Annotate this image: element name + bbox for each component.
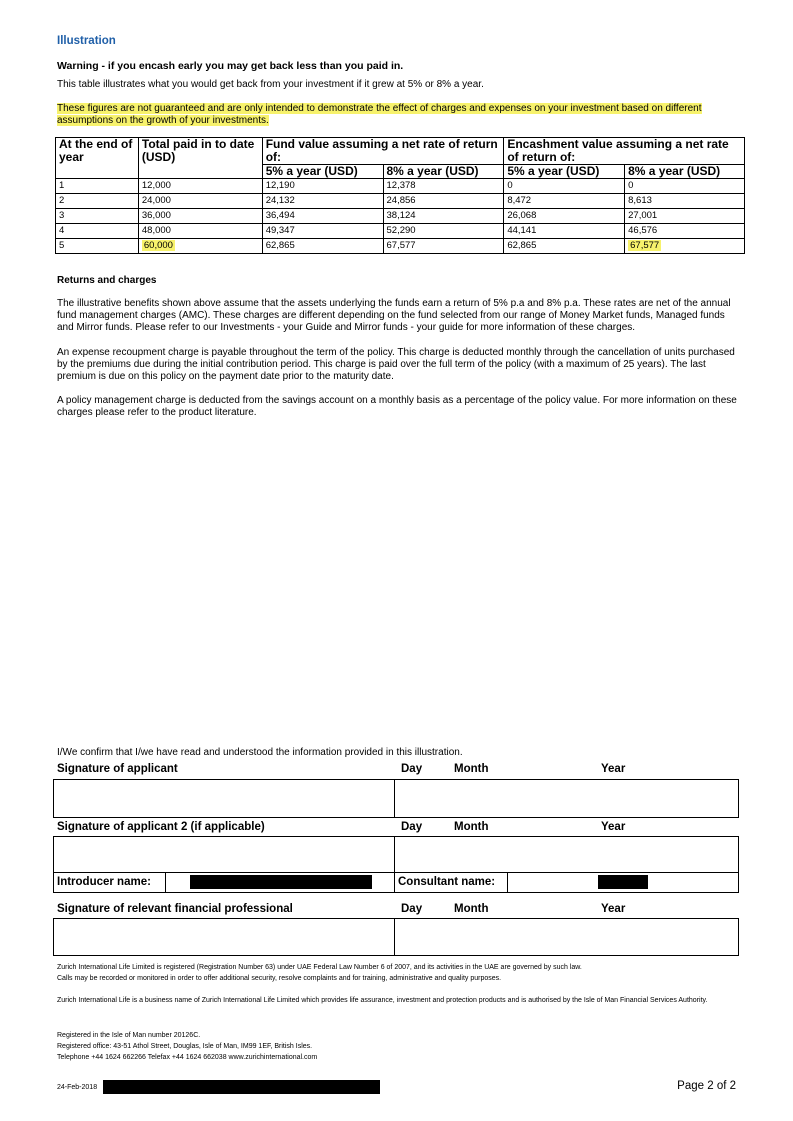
table-row bbox=[56, 224, 745, 239]
cell-total bbox=[138, 239, 262, 254]
cell-fund-8: 67,577 bbox=[383, 239, 504, 254]
returns-heading: Returns and charges bbox=[57, 275, 157, 286]
day-label: Day bbox=[401, 903, 423, 915]
date-applicant-field[interactable] bbox=[394, 779, 739, 818]
footer-calls-notice: Calls may be recorded or monitored in order to offer additional security, resolve complaints and for training, administrative and quality purposes. bbox=[57, 975, 502, 982]
cell-fund-8: 38,124 bbox=[383, 209, 504, 224]
header-total-paid: Total paid in to date (USD) bbox=[138, 138, 262, 179]
table-row bbox=[56, 209, 745, 224]
cell-total: 24,000 bbox=[138, 194, 262, 209]
month-label: Month bbox=[454, 903, 489, 915]
cell-encash-5: 62,865 bbox=[504, 239, 625, 254]
signature-professional-label: Signature of relevant financial professional bbox=[57, 903, 293, 915]
cell-encash-8: 8,613 bbox=[625, 194, 745, 209]
warning-text: Warning - if you encash early you may get back less than you paid in. bbox=[57, 60, 404, 72]
month-label: Month bbox=[454, 821, 489, 833]
subheader-encash-8: 8% a year (USD) bbox=[625, 165, 745, 179]
document-date: 24-Feb-2018 bbox=[57, 1084, 98, 1091]
day-label: Day bbox=[401, 821, 423, 833]
cell-encash-5: 0 bbox=[504, 179, 625, 194]
signature-applicant-label: Signature of applicant bbox=[57, 763, 178, 775]
cell-fund-5: 62,865 bbox=[262, 239, 383, 254]
table-row bbox=[56, 194, 745, 209]
cell-total: 48,000 bbox=[138, 224, 262, 239]
redaction-bar bbox=[190, 875, 372, 889]
redaction-bar bbox=[598, 875, 648, 889]
day-label: Day bbox=[401, 763, 423, 775]
date-professional-field[interactable] bbox=[394, 918, 739, 956]
subheader-encash-5: 5% a year (USD) bbox=[504, 165, 625, 179]
year-label: Year bbox=[601, 903, 626, 915]
highlighted-total: 60,000 bbox=[143, 240, 173, 251]
returns-paragraph-1: The illustrative benefits shown above assume that the assets underlying the funds earn a return of 5% p.a and 8% p.a. These rates are net of the annual fund management charges (AMC). These charges are different depending on the fund selected from our range of Money Market funds, Managed funds and Mirror funds. Please refer to our Investments - your Guide and Mirror funds - your guide for more information of these charges. bbox=[57, 298, 731, 333]
cell-fund-8: 24,856 bbox=[383, 194, 504, 209]
year-label: Year bbox=[601, 821, 626, 833]
intro-text: This table illustrates what you would get back from your investment if it grew at 5% or 8% a year. bbox=[57, 79, 484, 90]
header-fund-value: Fund value assuming a net rate of return of: bbox=[262, 138, 504, 165]
page-number: Page 2 of 2 bbox=[677, 1080, 736, 1092]
cell-year: 3 bbox=[56, 209, 139, 224]
footer-contact: Telephone +44 1624 662266 Telefax +44 1624 662038 www.zurichinternational.com bbox=[57, 1054, 318, 1061]
cell-fund-8: 12,378 bbox=[383, 179, 504, 194]
signature-applicant-2-label: Signature of applicant 2 (if applicable) bbox=[57, 821, 265, 833]
cell-encash-8 bbox=[625, 239, 745, 254]
cell-encash-5: 44,141 bbox=[504, 224, 625, 239]
cell-total: 36,000 bbox=[138, 209, 262, 224]
subheader-fund-8: 8% a year (USD) bbox=[383, 165, 504, 179]
page-heading: Illustration bbox=[57, 35, 116, 47]
header-encashment-value: Encashment value assuming a net rate of return of: bbox=[504, 138, 745, 165]
month-label: Month bbox=[454, 763, 489, 775]
header-year: At the end of year bbox=[56, 138, 139, 179]
signature-professional-field[interactable] bbox=[53, 918, 395, 956]
cell-encash-5: 26,068 bbox=[504, 209, 625, 224]
cell-encash-5: 8,472 bbox=[504, 194, 625, 209]
footer-registration-number: Registered in the Isle of Man number 20126C. bbox=[57, 1032, 201, 1039]
disclaimer-highlight: These figures are not guaranteed and are only intended to demonstrate the effect of charges and expenses on your investment based on different assumptions on the growth of your investments. bbox=[57, 103, 702, 126]
consultant-label: Consultant name: bbox=[398, 876, 496, 888]
footer-uae-registration: Zurich International Life Limited is registered (Registration Number 63) under UAE Federal Law Number 6 of 2007, and its activities in the UAE are governed by such law. bbox=[57, 964, 582, 971]
cell-encash-8: 0 bbox=[625, 179, 745, 194]
table-row bbox=[56, 179, 745, 194]
cell-encash-8: 46,576 bbox=[625, 224, 745, 239]
year-label: Year bbox=[601, 763, 626, 775]
confirmation-text: I/We confirm that I/we have read and understood the information provided in this illustration. bbox=[57, 747, 463, 758]
disclaimer-text bbox=[57, 103, 737, 127]
introducer-label: Introducer name: bbox=[57, 876, 151, 888]
cell-year: 2 bbox=[56, 194, 139, 209]
redaction-bar bbox=[103, 1080, 380, 1094]
cell-fund-5: 49,347 bbox=[262, 224, 383, 239]
cell-fund-5: 12,190 bbox=[262, 179, 383, 194]
illustration-table bbox=[55, 137, 745, 254]
cell-encash-8: 27,001 bbox=[625, 209, 745, 224]
footer-registered-office: Registered office: 43-51 Athol Street, Douglas, Isle of Man, IM99 1EF, British Isles. bbox=[57, 1043, 313, 1050]
cell-fund-5: 36,494 bbox=[262, 209, 383, 224]
highlighted-encash-8: 67,577 bbox=[630, 240, 660, 251]
signature-applicant-field[interactable] bbox=[53, 779, 395, 818]
cell-fund-8: 52,290 bbox=[383, 224, 504, 239]
cell-year: 4 bbox=[56, 224, 139, 239]
table-row bbox=[56, 239, 745, 254]
cell-year: 5 bbox=[56, 239, 139, 254]
cell-fund-5: 24,132 bbox=[262, 194, 383, 209]
date-applicant-2-field[interactable] bbox=[394, 836, 739, 873]
footer-authorisation: Zurich International Life is a business name of Zurich International Life Limited which provides life assurance, investment and protection products and is authorised by the Isle of Man Financial Services Authority. bbox=[57, 997, 708, 1004]
subheader-fund-5: 5% a year (USD) bbox=[262, 165, 383, 179]
returns-paragraph-2: An expense recoupment charge is payable throughout the term of the policy. This charge is deducted monthly through the cancellation of units purchased by the premiums due during the initial contribution period. This charge is paid over the full term of the policy (with a maximum of 25 years). The last premium is due on this policy on the payment date prior to the maturity date. bbox=[57, 347, 735, 382]
returns-paragraph-3: A policy management charge is deducted from the savings account on a monthly basis as a percentage of the policy value. For more information on these charges please refer to the product literature. bbox=[57, 395, 737, 418]
signature-applicant-2-field[interactable] bbox=[53, 836, 395, 873]
cell-year: 1 bbox=[56, 179, 139, 194]
cell-total: 12,000 bbox=[138, 179, 262, 194]
